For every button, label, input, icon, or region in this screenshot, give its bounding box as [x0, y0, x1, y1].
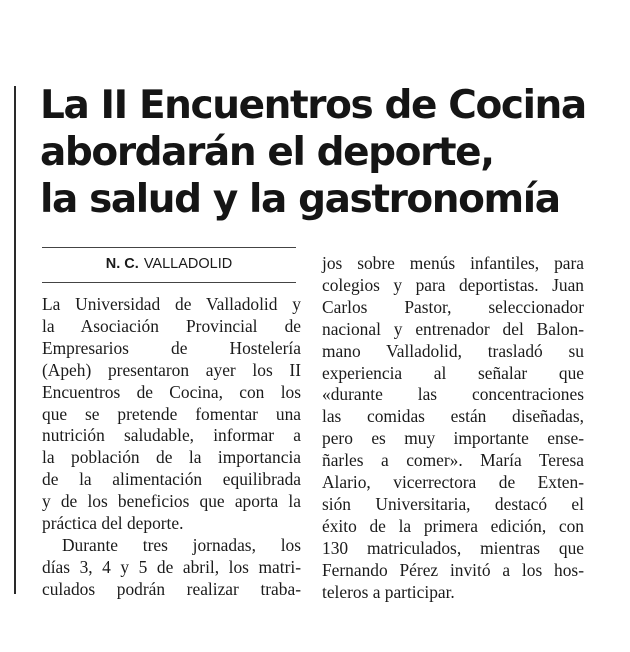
body-line: nacional y entrenador del Balon- — [322, 318, 584, 339]
body-line: (Apeh) presentaron ayer los II — [42, 359, 301, 380]
body-line: mano Valladolid, trasladó su — [322, 340, 584, 361]
body-line: y de los beneficios que aporta la — [42, 491, 301, 512]
body-line: colegios y para deportistas. Juan — [322, 274, 584, 295]
body-line: Fernando Pérez invitó a los hos- — [322, 559, 584, 580]
body-line: «durante las concentraciones — [322, 384, 584, 405]
body-line: 130 matriculados, mientras que — [322, 537, 584, 558]
body-line: La Universidad de Valladolid y — [42, 294, 301, 314]
body-line: nutrición saludable, informar a — [42, 425, 301, 446]
body-column-left — [42, 294, 301, 601]
body-line: Empresarios de Hostelería — [42, 337, 301, 358]
body-line: experiencia al señalar que — [322, 362, 584, 383]
body-line: de la alimentación equilibrada — [42, 469, 301, 490]
byline — [42, 253, 296, 275]
byline-rule — [42, 282, 296, 283]
body-line: Durante tres jornadas, los — [62, 534, 301, 555]
body-line: Carlos Pastor, seleccionador — [322, 296, 584, 317]
body-line: teleros a participar. — [322, 581, 455, 602]
headline — [40, 82, 600, 223]
column-rule — [14, 86, 16, 594]
body-line: las comidas están diseñadas, — [322, 406, 584, 427]
body-line: la población de la importancia — [42, 447, 301, 468]
headline-line: La II Encuentros de Cocina — [40, 83, 586, 128]
headline-line: abordarán el deporte, — [40, 130, 494, 175]
body-line: días 3, 4 y 5 de abril, los matri- — [42, 556, 301, 577]
byline-rule — [42, 247, 296, 248]
body-line: ñarles a comer». María Teresa — [322, 450, 584, 471]
headline-line: la salud y la gastronomía — [40, 177, 560, 222]
body-line: Encuentros de Cocina, con los — [42, 381, 301, 402]
body-line: pero es muy importante ense- — [322, 428, 584, 449]
body-line: éxito de la primera edición, con — [322, 515, 584, 536]
byline-initials: N. C. — [105, 256, 139, 272]
body-line: la Asociación Provincial de — [42, 315, 301, 336]
body-column-right — [322, 253, 584, 604]
body-line: práctica del deporte. — [42, 513, 184, 534]
byline-location: VALLADOLID — [143, 256, 233, 272]
body-line: sión Universitaria, destacó el — [322, 493, 584, 514]
body-line: culados podrán realizar traba- — [42, 578, 301, 599]
body-line: que se pretende fomentar una — [42, 403, 301, 424]
body-line: Alario, vicerrectora de Exten- — [322, 472, 584, 493]
body-line: jos sobre menús infantiles, para — [322, 253, 584, 273]
